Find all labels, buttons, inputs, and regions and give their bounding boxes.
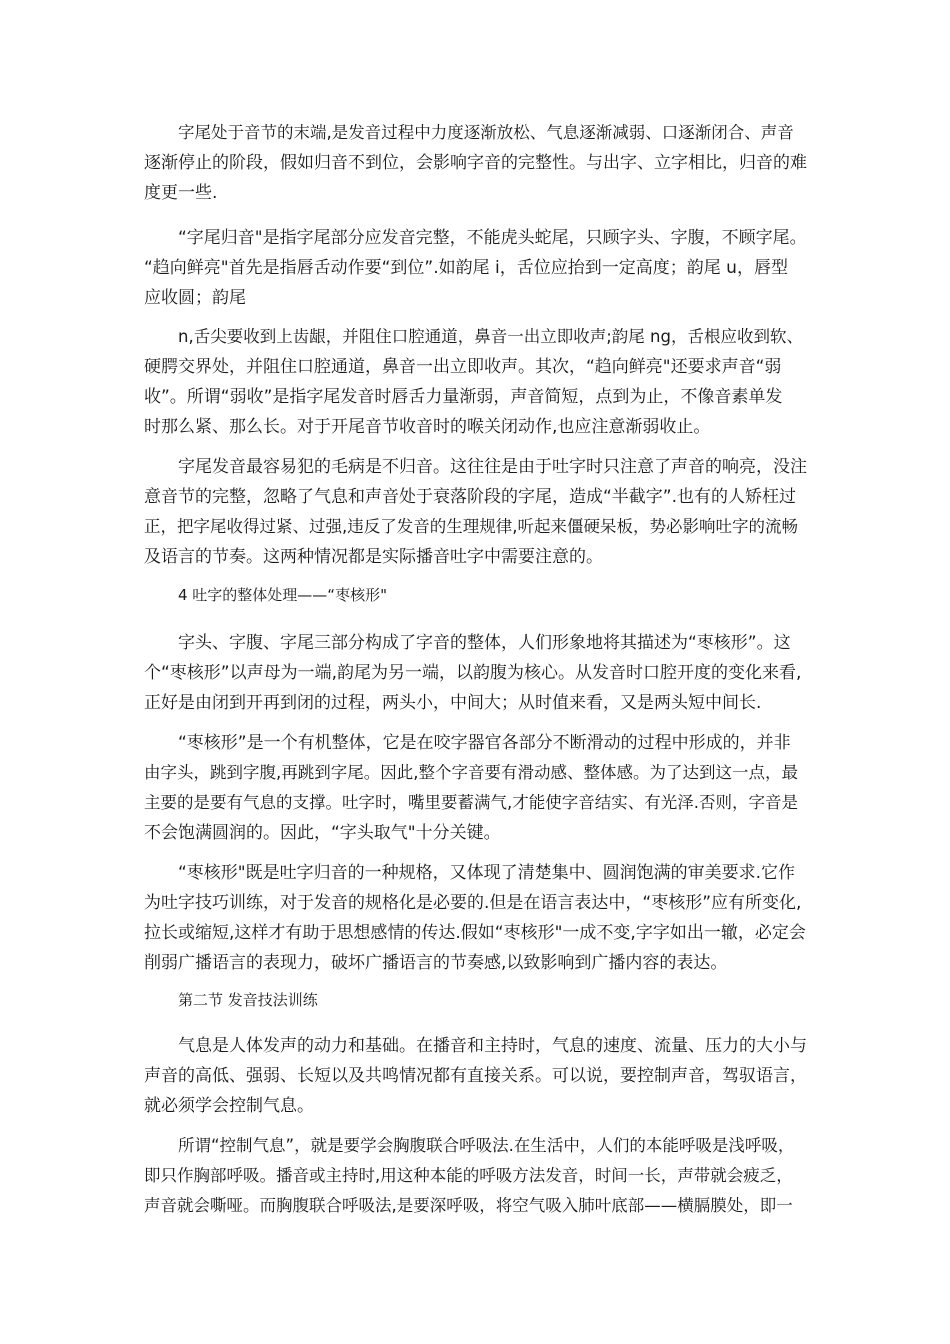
paragraph-4: [144, 452, 810, 572]
text-line: 所谓“控制气息”，就是要学会胸腹联合呼吸法.在生活中，人们的本能呼吸是浅呼吸，: [178, 1136, 795, 1155]
paragraph-3: [144, 322, 810, 442]
paragraph-7: [144, 858, 810, 978]
section-heading: 4 吐字的整体处理——“枣核形": [178, 586, 387, 604]
text-line: 应收圆；韵尾: [144, 288, 246, 308]
paragraph-9: [144, 1131, 810, 1221]
paragraph-5: [144, 628, 810, 718]
text-line: 个“枣核形”以声母为一端,韵尾为另一端，以韵腹为核心。从发音时口腔开度的变化来看,: [144, 663, 802, 683]
text-line: “枣核形"既是吐字归音的一种规格，又体现了清楚集中、圆润饱满的审美要求.它作: [178, 863, 796, 883]
text-line: 主要的是要有气息的支撑。吐字时，嘴里要蓄满气,才能使字音结实、有光泽.否则，字音是: [144, 793, 798, 812]
text-line: 逐渐停止的阶段，假如归音不到位，会影响字音的完整性。与出字、立字相比，归音的难: [144, 153, 807, 173]
text-line: “趋向鲜亮"首先是指唇舌动作要“到位”.如韵尾 i，舌位应抬到一定高度；韵尾 u，唇型: [144, 258, 788, 278]
text-line: 正，把字尾收得过紧、过强,违反了发音的生理规律,听起来僵硬呆板，势必影响吐字的流畅: [144, 517, 798, 536]
text-line: 为吐字技巧训练，对于发音的规格化是必要的.但是在语言表达中，“枣核形”应有所变化,: [144, 893, 802, 913]
text-line: 度更一些.: [144, 183, 218, 203]
text-line: 即只作胸部呼吸。播音或主持时,用这种本能的呼吸方法发音，时间一长，声带就会疲乏，: [144, 1166, 793, 1185]
text-line: 字尾处于音节的末端,是发音过程中力度逐渐放松、气息逐渐减弱、口逐渐闭合、声音: [178, 123, 794, 142]
text-line: 削弱广播语言的表现力，破坏广播语言的节奏感,以致影响到广播内容的表达。: [144, 953, 728, 973]
paragraph-2: [144, 223, 810, 313]
text-line: 正好是由闭到开再到闭的过程，两头小，中间大；从时值来看，又是两头短中间长.: [144, 693, 762, 713]
text-line: 气息是人体发声的动力和基础。在播音和主持时，气息的速度、流量、压力的大小与: [178, 1036, 807, 1056]
text-line: 声音就会嘶哑。而胸腹联合呼吸法,是要深呼吸，将空气吸入肺叶底部——横膈膜处，即一: [144, 1196, 793, 1215]
paragraph-6: [144, 728, 810, 848]
text-line: 收”。所谓“弱收”是指字尾发音时唇舌力量渐弱，声音简短，点到为止，不像音素单发: [144, 387, 783, 407]
text-line: 及语言的节奏。这两种情况都是实际播音吐字中需要注意的。: [144, 547, 603, 567]
text-line: 硬腭交界处，并阻住口腔通道，鼻音一出立即收声。其次，“趋向鲜亮"还要求声音“弱: [144, 357, 782, 377]
text-line: 时那么紧、那么长。对于开尾音节收音时的喉关闭动作,也应注意渐弱收止。: [144, 417, 711, 437]
text-line: 声音的高低、强弱、长短以及共鸣情况都有直接关系。可以说，要控制声音，驾驭语言，: [144, 1066, 807, 1086]
text-line: n,舌尖要收到上齿龈，并阻住口腔通道，鼻音一出立即收声;韵尾 ng，舌根应收到软、: [178, 327, 803, 346]
text-line: 由字头，跳到字腹,再跳到字尾。因此,整个字音要有滑动感、整体感。为了达到这一点，最: [144, 763, 798, 782]
text-line: 意音节的完整，忽略了气息和声音处于衰落阶段的字尾，造成“半截字”.也有的人矫枉过: [144, 487, 797, 507]
text-line: 字头、字腹、字尾三部分构成了字音的整体，人们形象地将其描述为“枣核形”。这: [178, 633, 791, 653]
section-heading: 第二节 发音技法训练: [178, 991, 318, 1009]
text-line: 字尾发音最容易犯的毛病是不归音。这往往是由于吐字时只注意了声音的响亮，没注: [178, 457, 807, 477]
text-line: 就必须学会控制气息。: [144, 1096, 314, 1116]
text-line: 不会饱满圆润的。因此，“字头取气"十分关键。: [144, 823, 501, 843]
text-line: “字尾归音"是指字尾部分应发音完整，不能虎头蛇尾，只顾字头、字腹，不顾字尾。: [178, 228, 807, 248]
paragraph-1: [144, 118, 810, 208]
text-line: 拉长或缩短,这样才有助于思想感情的传达.假如“枣核形"一成不变,字字如出一辙，必定会: [144, 923, 806, 943]
paragraph-8: [144, 1031, 810, 1121]
text-line: “枣核形”是一个有机整体，它是在咬字器官各部分不断滑动的过程中形成的，并非: [178, 733, 791, 753]
